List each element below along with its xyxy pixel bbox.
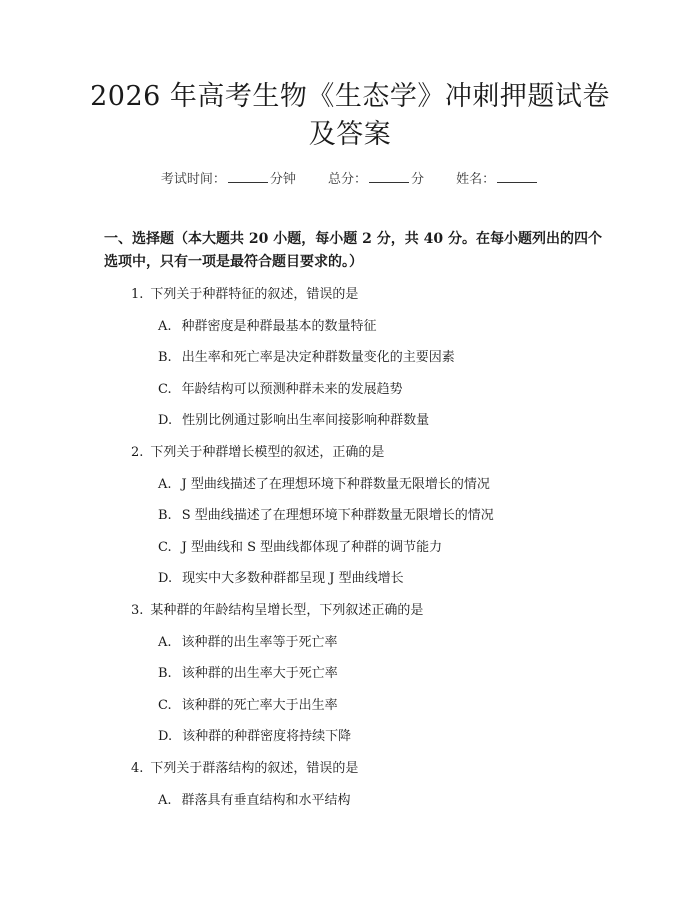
total-score-blank [369,171,409,183]
question-1-option-c [158,378,403,397]
option-letter: A. [158,319,172,334]
exam-time-label: 考试时间： [160,172,226,187]
question-number: 3. [131,603,144,618]
option-letter: A. [158,477,172,492]
question-3 [131,599,423,618]
option-text: J 型曲线描述了在理想环境下种群数量无限增长的情况 [181,477,490,492]
question-2 [131,441,384,460]
option-letter: D. [158,413,173,428]
option-text: 该种群的种群密度将持续下降 [182,729,352,744]
question-text: 下列关于群落结构的叙述，错误的是 [150,761,359,776]
question-2-option-c [158,536,442,555]
section-heading: 一、选择题（本大题共 20 小题，每小题 2 分，共 40 分。在每小题列出的四个选项中，只有一项是最符合题目要求的。） [104,231,602,270]
question-text: 某种群的年龄结构呈增长型，下列叙述正确的是 [150,603,424,618]
name-label: 姓名： [456,172,496,187]
total-score-field [328,172,428,187]
question-2-option-d [158,567,404,586]
question-text: 下列关于种群增长模型的叙述，正确的是 [150,445,385,460]
option-text: 种群密度是种群最基本的数量特征 [181,319,377,334]
question-2-option-a [158,473,490,492]
question-number: 2. [131,445,144,460]
option-text: 该种群的出生率大于死亡率 [181,666,338,681]
name-blank [497,171,537,183]
question-1-option-b [158,346,455,365]
option-text: S 型曲线描述了在理想环境下种群数量无限增长的情况 [181,508,494,523]
option-letter: C. [158,698,172,713]
option-text: J 型曲线和 S 型曲线都体现了种群的调节能力 [181,540,443,555]
option-text: 群落具有垂直结构和水平结构 [181,793,351,808]
question-1 [131,283,358,302]
question-1-option-d [158,409,429,428]
question-3-option-b [158,662,338,681]
page-title: 2026 年高考生物《生态学》冲刺押题试卷及答案 [90,81,610,150]
option-letter: B. [158,508,172,523]
question-number: 4. [131,761,144,776]
option-letter: D. [158,571,173,586]
total-score-label: 总分： [327,172,367,187]
exam-time-field [161,172,300,187]
option-letter: B. [158,666,172,681]
option-text: 该种群的死亡率大于出生率 [181,698,338,713]
exam-time-blank [228,171,268,183]
question-3-option-a [158,631,338,650]
option-text: 现实中大多数种群都呈现 J 型曲线增长 [182,571,404,586]
option-text: 该种群的出生率等于死亡率 [181,635,338,650]
question-1-option-a [158,315,377,334]
option-text: 性别比例通过影响出生率间接影响种群数量 [182,413,430,428]
option-text: 出生率和死亡率是决定种群数量变化的主要因素 [181,350,455,365]
option-letter: B. [158,350,172,365]
option-letter: C. [158,382,172,397]
question-4-option-a [158,789,351,808]
option-letter: D. [158,729,173,744]
question-4 [131,757,358,776]
question-2-option-b [158,504,494,523]
option-text: 年龄结构可以预测种群未来的发展趋势 [181,382,403,397]
exam-info-line [0,168,700,187]
total-score-unit: 分 [411,172,425,187]
exam-time-unit: 分钟 [269,172,296,187]
question-3-option-c [158,694,338,713]
question-text: 下列关于种群特征的叙述，错误的是 [150,287,359,302]
question-3-option-d [158,725,351,744]
question-number: 1. [131,287,144,302]
option-letter: A. [158,793,172,808]
option-letter: C. [158,540,172,555]
option-letter: A. [158,635,172,650]
name-field [456,172,539,187]
